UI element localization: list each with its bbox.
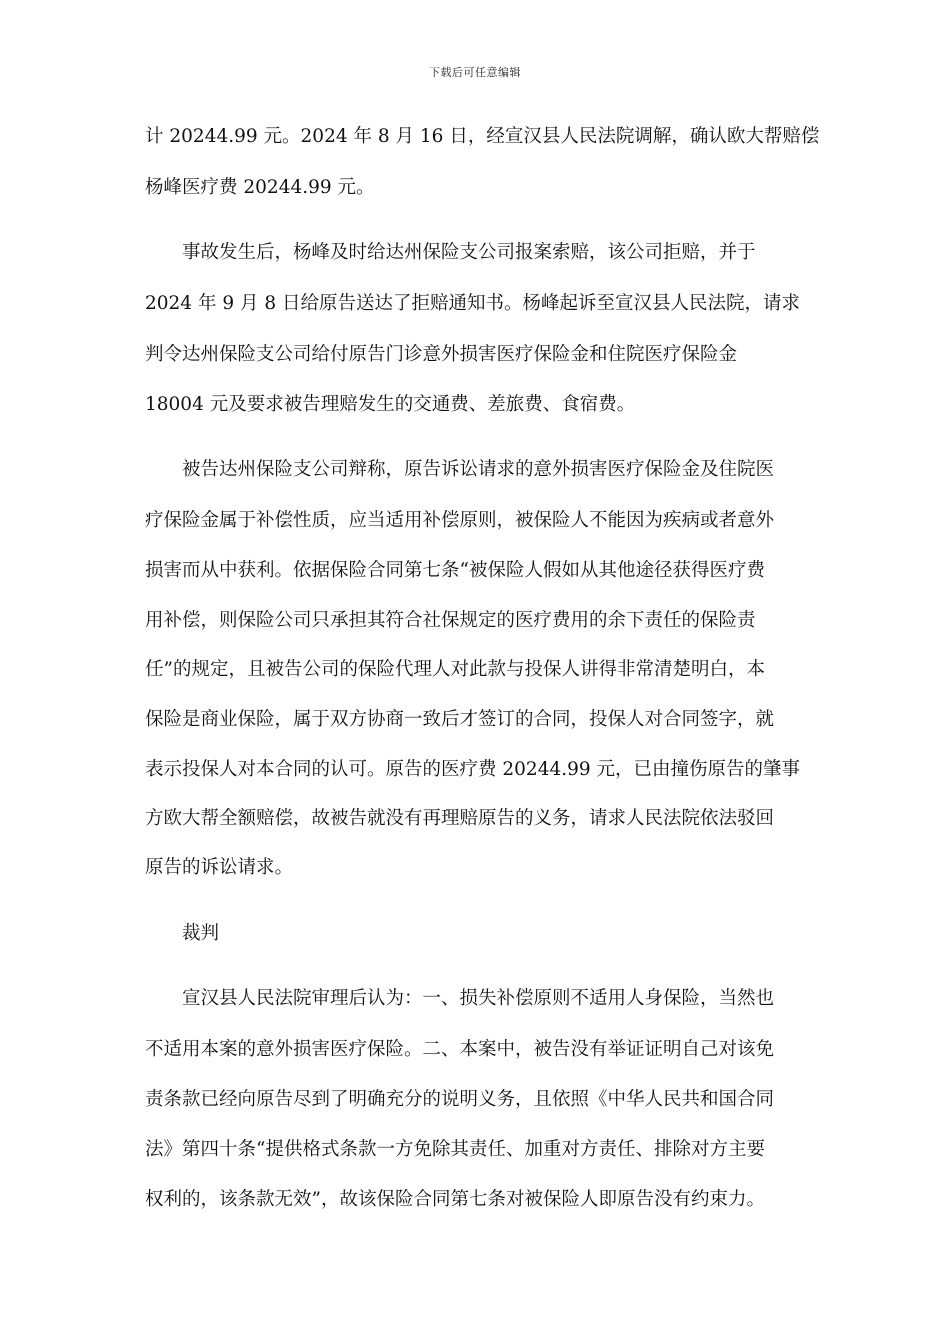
paragraph-first-line: 宣汉县人民法院审理后认为：一、损失补偿原则不适用人身保险，当然也 bbox=[182, 988, 775, 1009]
text-line: 任”的规定，且被告公司的保险代理人对此款与投保人讲得非常清楚明白，本 bbox=[145, 659, 765, 680]
text-line: 不适用本案的意外损害医疗保险。二、本案中，被告没有举证证明自己对该免 bbox=[145, 1039, 775, 1060]
text-line: 法》第四十条“提供格式条款一方免除其责任、加重对方责任、排除对方主要 bbox=[145, 1139, 765, 1160]
section-heading: 裁判 bbox=[182, 923, 220, 944]
text-line: 表示投保人对本合同的认可。原告的医疗费 20244.99 元，已由撞伤原告的肇事 bbox=[145, 759, 801, 780]
text-line: 责条款已经向原告尽到了明确充分的说明义务，且依照《中华人民共和国合同 bbox=[145, 1089, 775, 1110]
text-line: 计 20244.99 元。2024 年 8 月 16 日，经宣汉县人民法院调解，确认欧大帮赔偿 bbox=[145, 126, 820, 147]
text-line: 2024 年 9 月 8 日给原告送达了拒赔通知书。杨峰起诉至宣汉县人民法院，请求 bbox=[145, 293, 801, 314]
text-line: 疗保险金属于补偿性质，应当适用补偿原则，被保险人不能因为疾病或者意外 bbox=[145, 510, 775, 531]
text-line: 权利的，该条款无效”，故该保险合同第七条对被保险人即原告没有约束力。 bbox=[145, 1189, 765, 1210]
text-line: 判令达州保险支公司给付原告门诊意外损害医疗保险金和住院医疗保险金 bbox=[145, 344, 738, 365]
text-line: 方欧大帮全额赔偿，故被告就没有再理赔原告的义务，请求人民法院依法驳回 bbox=[145, 808, 775, 829]
text-line: 保险是商业保险，属于双方协商一致后才签订的合同，投保人对合同签字，就 bbox=[145, 709, 775, 730]
text-line: 原告的诉讼请求。 bbox=[145, 857, 294, 878]
page-header: 下载后可任意编辑 bbox=[429, 66, 521, 79]
text-line: 用补偿，则保险公司只承担其符合社保规定的医疗费用的余下责任的保险责 bbox=[145, 610, 756, 631]
paragraph-first-line: 事故发生后，杨峰及时给达州保险支公司报案索赔，该公司拒赔，并于 bbox=[182, 242, 756, 263]
text-line: 损害而从中获利。依据保险合同第七条“被保险人假如从其他途径获得医疗费 bbox=[145, 560, 765, 581]
paragraph-first-line: 被告达州保险支公司辩称，原告诉讼请求的意外损害医疗保险金及住院医 bbox=[182, 459, 775, 480]
text-line: 杨峰医疗费 20244.99 元。 bbox=[145, 177, 375, 198]
text-line: 18004 元及要求被告理赔发生的交通费、差旅费、食宿费。 bbox=[145, 394, 636, 415]
